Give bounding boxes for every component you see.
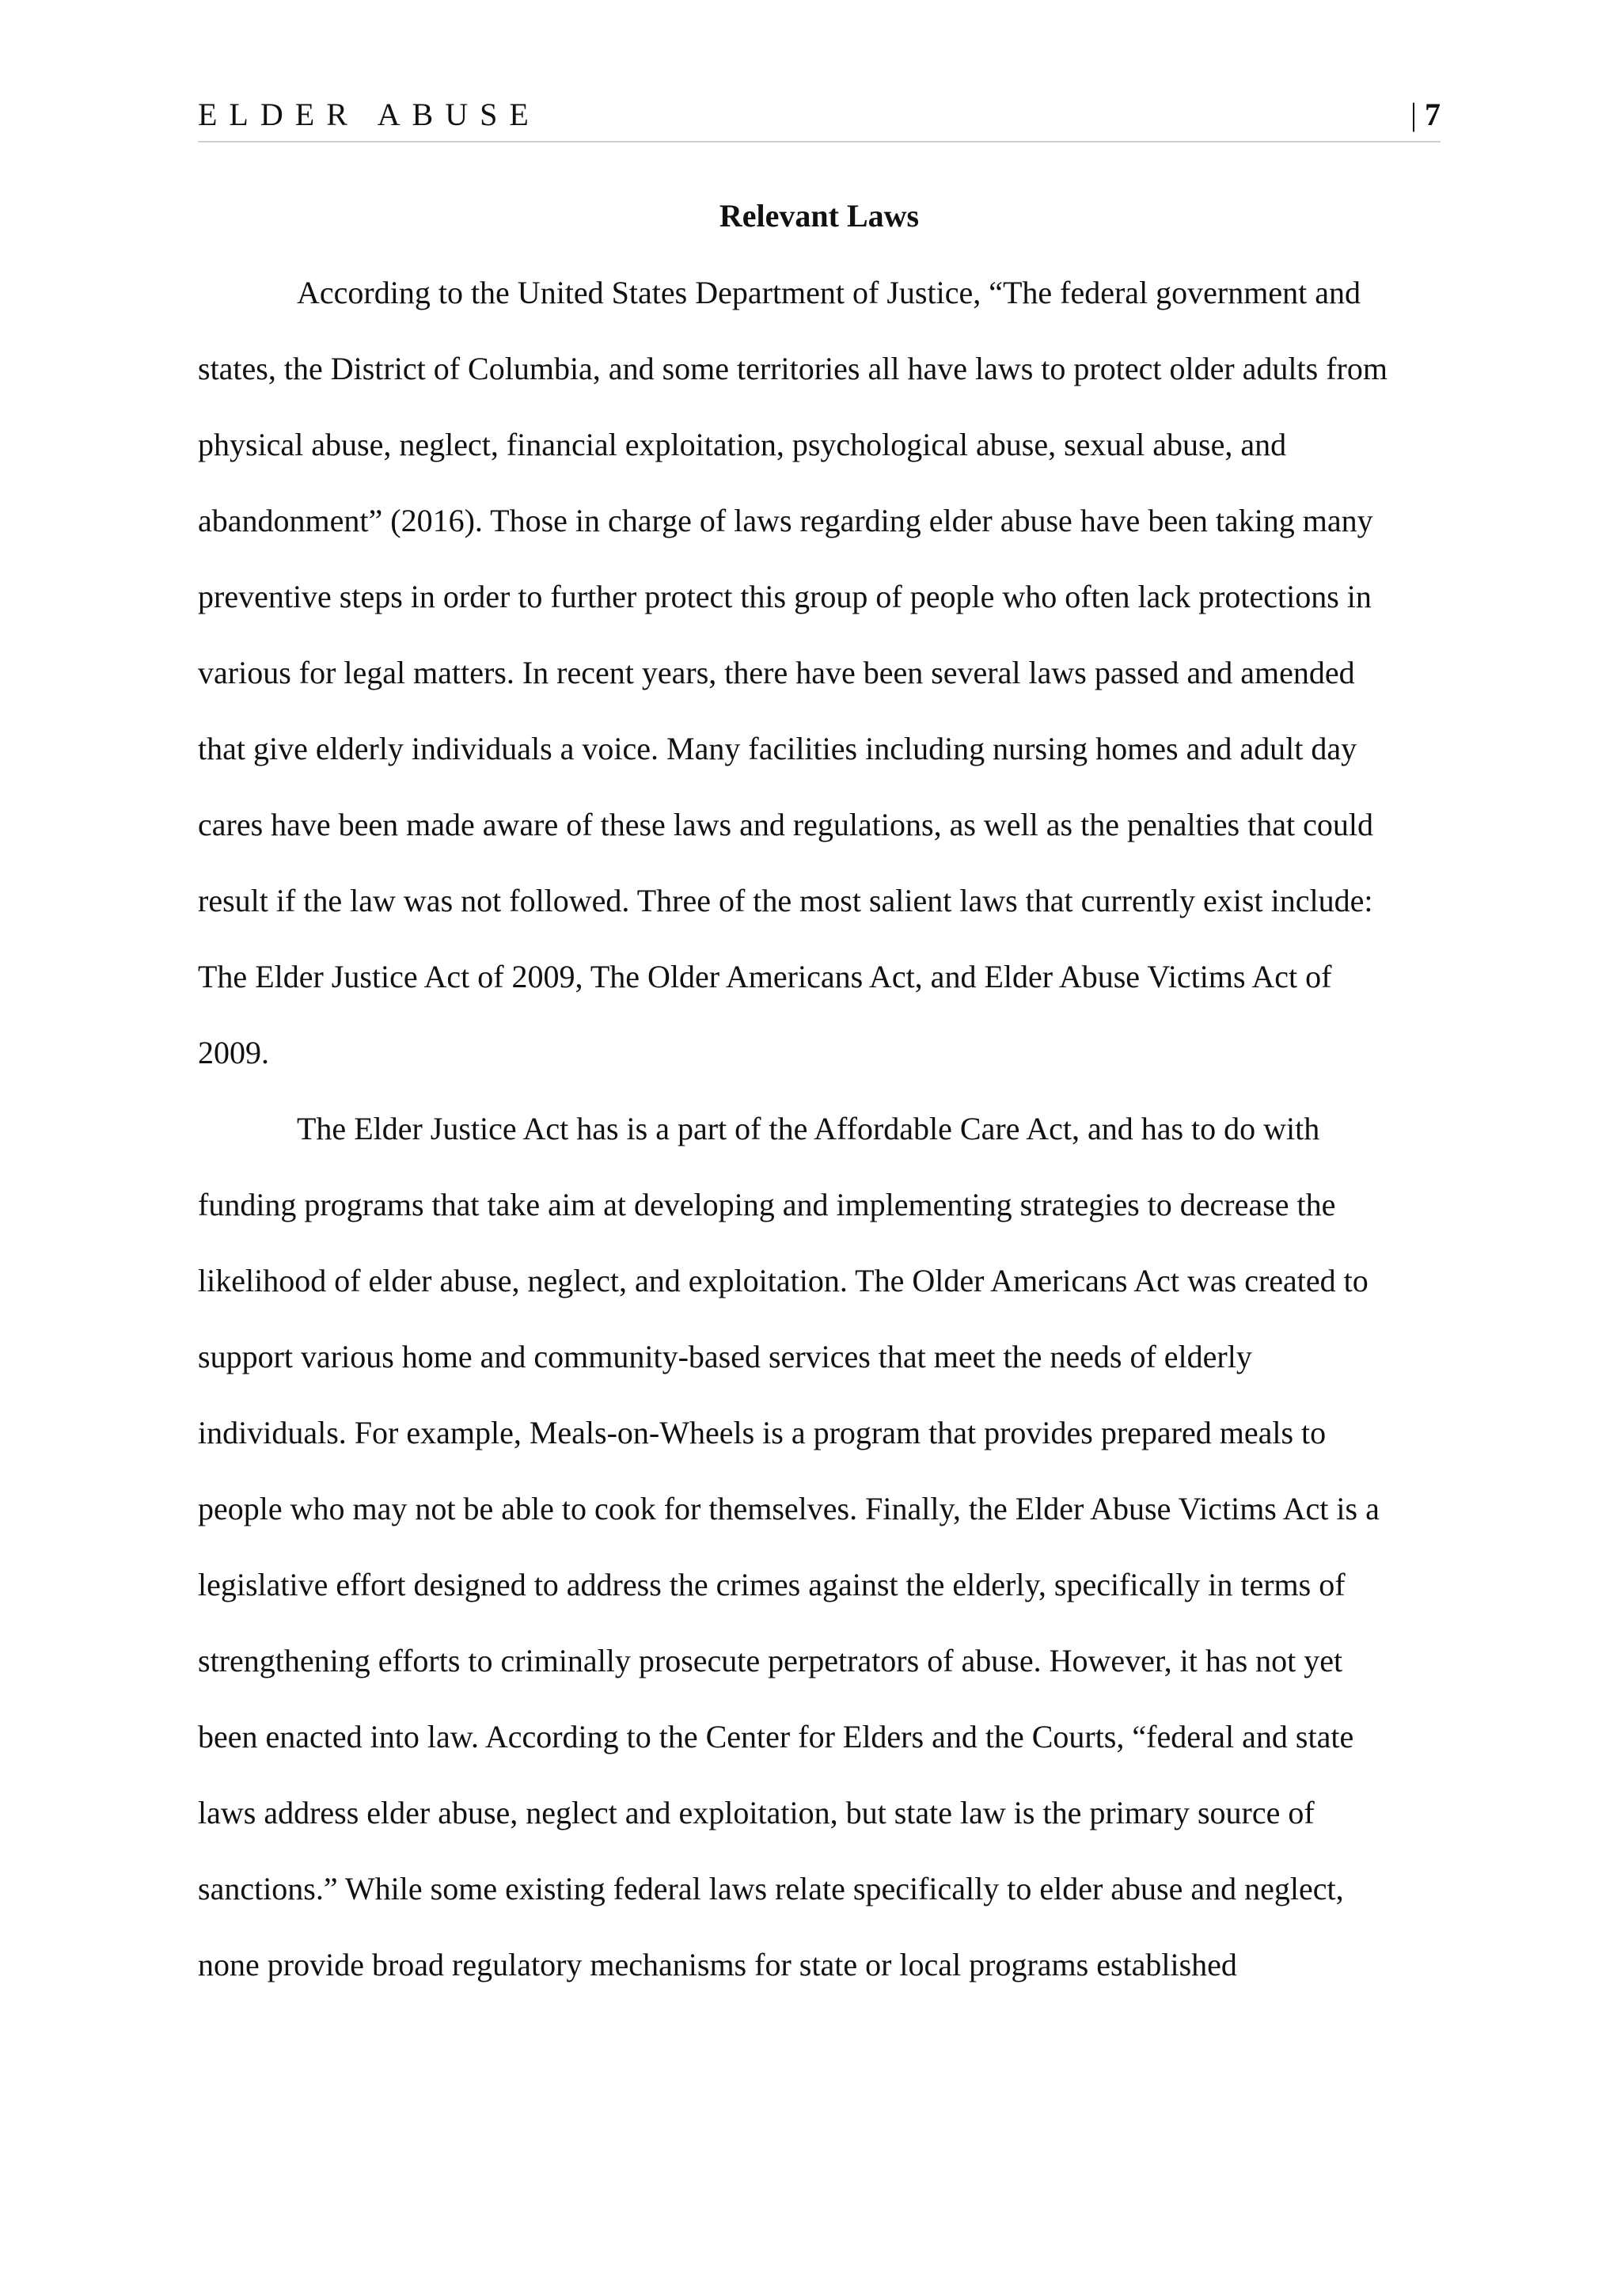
body-line: people who may not be able to cook for themselves. Finally, the Elder Abuse Victims Act is a (198, 1491, 1380, 1526)
section-heading: Relevant Laws (719, 198, 920, 234)
body-line: The Elder Justice Act of 2009, The Older Americans Act, and Elder Abuse Victims Act of (198, 959, 1332, 994)
page-number-value: 7 (1425, 97, 1441, 132)
page-number (1410, 93, 1441, 136)
body-line: been enacted into law. According to the Center for Elders and the Courts, “federal and state (198, 1719, 1354, 1754)
body-line: preventive steps in order to further protect this group of people who often lack protections in (198, 579, 1372, 614)
body-line: likelihood of elder abuse, neglect, and exploitation. The Older Americans Act was created to (198, 1263, 1369, 1298)
page-header (198, 93, 1441, 143)
body-line: sanctions.” While some existing federal laws relate specifically to elder abuse and neglect, (198, 1871, 1344, 1906)
body-line: states, the District of Columbia, and some territories all have laws to protect older adults from (198, 351, 1388, 386)
body-line: result if the law was not followed. Three of the most salient laws that currently exist include: (198, 883, 1373, 918)
body-line: individuals. For example, Meals-on-Wheels is a program that provides prepared meals to (198, 1415, 1327, 1450)
body-line: According to the United States Department of Justice, “The federal government and (297, 275, 1361, 310)
body-line: various for legal matters. In recent years, there have been several laws passed and amended (198, 655, 1355, 690)
body-line: abandonment” (2016). Those in charge of laws regarding elder abuse have been taking many (198, 503, 1373, 538)
body-line: legislative effort designed to address the crimes against the elderly, specifically in terms of (198, 1567, 1346, 1602)
page-number-separator: | (1410, 97, 1417, 132)
body-line: strengthening efforts to criminally prosecute perpetrators of abuse. However, it has not yet (198, 1643, 1343, 1678)
body-line: that give elderly individuals a voice. Many facilities including nursing homes and adult day (198, 731, 1357, 766)
body-line: 2009. (198, 1035, 269, 1070)
body-line: none provide broad regulatory mechanisms for state or local programs established (198, 1947, 1237, 1982)
body-line: physical abuse, neglect, financial exploitation, psychological abuse, sexual abuse, and (198, 427, 1287, 462)
body-line: cares have been made aware of these laws and regulations, as well as the penalties that could (198, 807, 1373, 842)
body-line: The Elder Justice Act has is a part of the Affordable Care Act, and has to do with (297, 1111, 1320, 1146)
body-line: laws address elder abuse, neglect and exploitation, but state law is the primary source of (198, 1795, 1315, 1830)
body-line: funding programs that take aim at developing and implementing strategies to decrease the (198, 1187, 1336, 1222)
running-head: ELDER ABUSE (198, 97, 541, 132)
body-line: support various home and community-based services that meet the needs of elderly (198, 1339, 1252, 1374)
